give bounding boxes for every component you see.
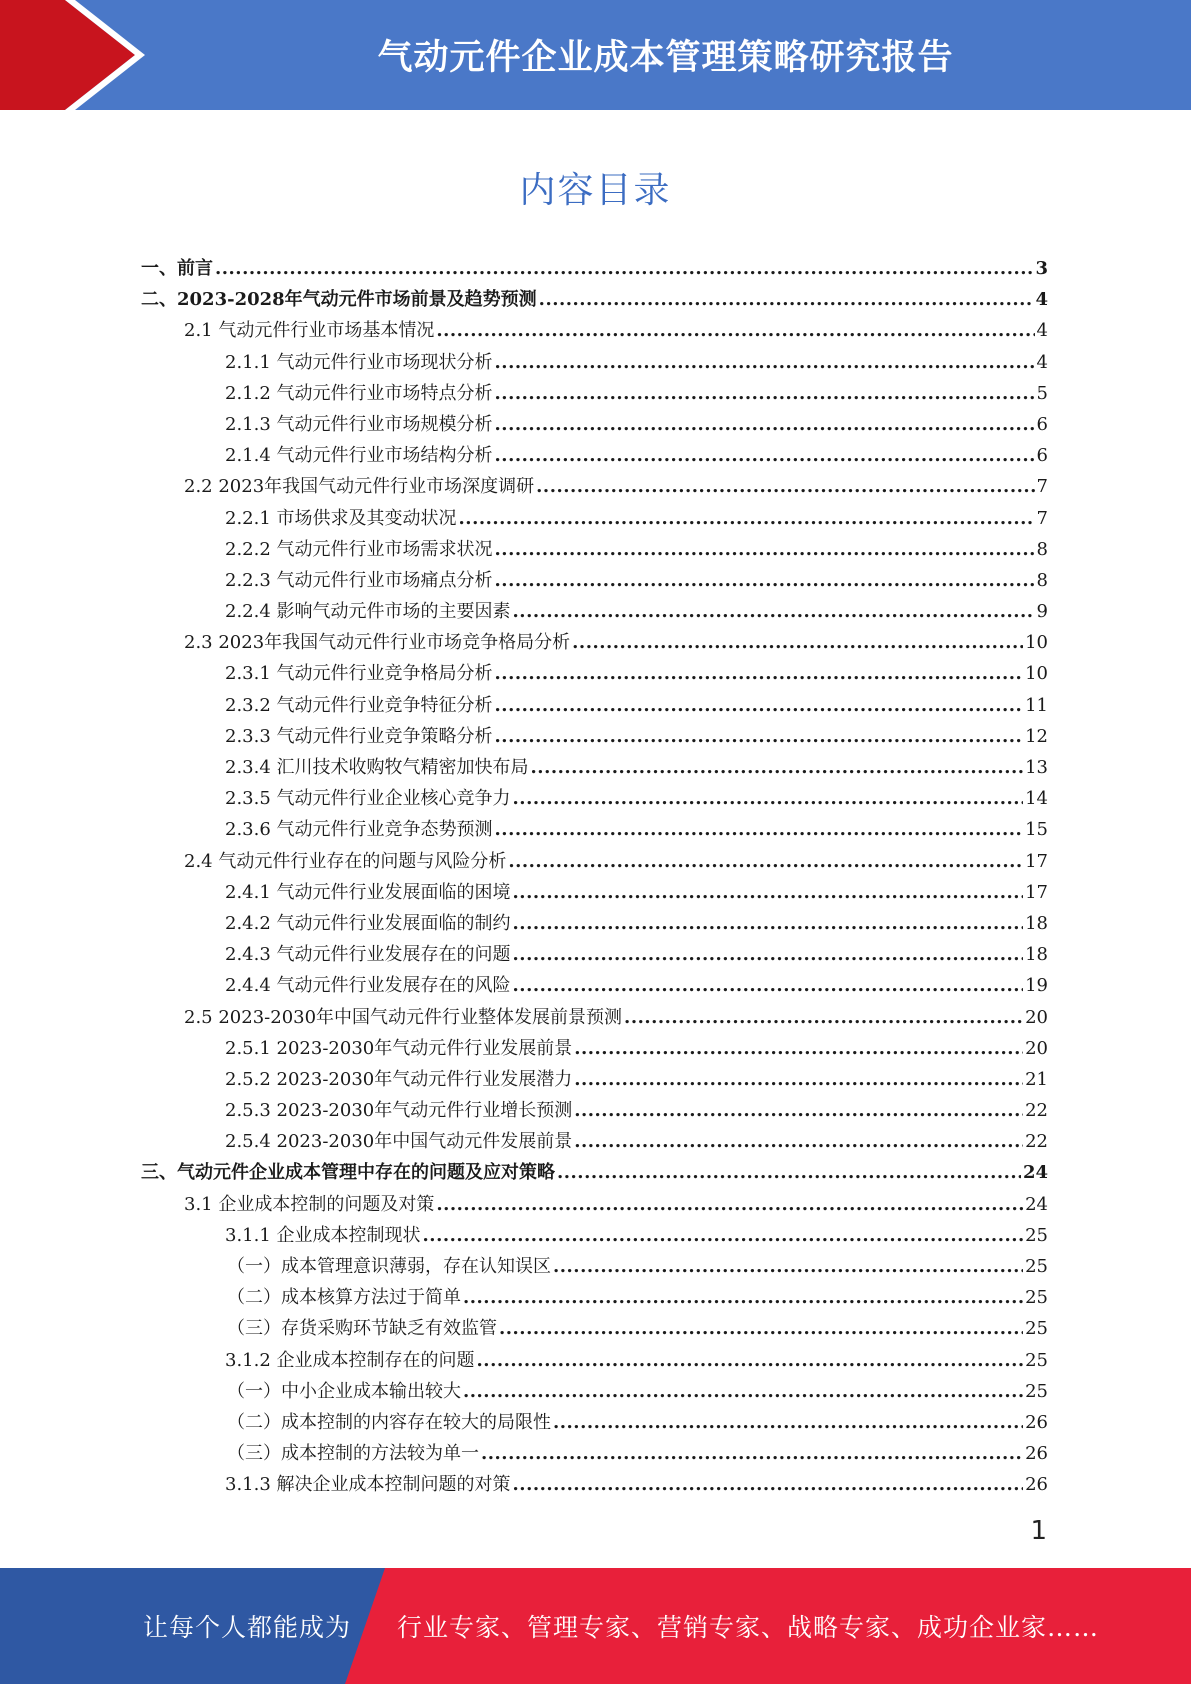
toc-entry-label: 2.2.4 影响气动元件市场的主要因素 bbox=[225, 601, 511, 623]
toc-entry-page: 25 bbox=[1025, 1380, 1048, 1402]
toc-entry[interactable] bbox=[141, 1282, 1048, 1313]
toc-entry-page: 25 bbox=[1025, 1287, 1048, 1309]
toc-entry-page: 26 bbox=[1025, 1411, 1048, 1433]
toc-leader-dots bbox=[436, 315, 1034, 346]
toc-leader-dots bbox=[513, 1469, 1024, 1500]
toc-entry-page: 24 bbox=[1022, 1162, 1048, 1184]
toc-entry-page: 22 bbox=[1025, 1131, 1048, 1153]
toc-entry-page: 21 bbox=[1025, 1068, 1048, 1090]
toc-leader-dots bbox=[539, 284, 1034, 315]
toc-entry-page: 3 bbox=[1035, 258, 1048, 279]
toc-entry-label: 2.3.5 气动元件行业企业核心竞争力 bbox=[225, 788, 511, 810]
toc-entry-label: （一）中小企业成本输出较大 bbox=[227, 1380, 461, 1402]
toc-entry[interactable] bbox=[141, 503, 1048, 534]
toc-entry[interactable] bbox=[141, 534, 1048, 565]
toc-entry-page: 13 bbox=[1025, 757, 1048, 778]
toc-entry-label: 2.2.3 气动元件行业市场痛点分析 bbox=[225, 569, 493, 591]
toc-entry-page: 6 bbox=[1036, 413, 1048, 435]
toc-entry-label: 2.4.2 气动元件行业发展面临的制约 bbox=[225, 912, 511, 934]
toc-entry-label: 2.2.2 气动元件行业市场需求状况 bbox=[225, 538, 493, 560]
toc-leader-dots bbox=[215, 253, 1033, 284]
toc-entry[interactable] bbox=[141, 1345, 1048, 1376]
toc-entry[interactable] bbox=[141, 1220, 1048, 1251]
toc-leader-dots bbox=[557, 1157, 1021, 1188]
toc-entry-page: 20 bbox=[1025, 1006, 1048, 1028]
toc-leader-dots bbox=[553, 1407, 1023, 1438]
toc-entry-page: 4 bbox=[1036, 320, 1048, 342]
toc-leader-dots bbox=[481, 1438, 1023, 1469]
toc-entry-label: 3.1.2 企业成本控制存在的问题 bbox=[225, 1349, 475, 1371]
toc-entry-label: 2.3 2023年我国气动元件行业市场竞争格局分析 bbox=[184, 632, 571, 654]
footer-slogan-right: 行业专家、管理专家、营销专家、战略专家、成功企业家…… bbox=[397, 1613, 1100, 1642]
toc-entry[interactable] bbox=[141, 1376, 1048, 1407]
toc-entry-label: 2.3.2 气动元件行业竞争特征分析 bbox=[225, 694, 493, 716]
toc-leader-dots bbox=[574, 1095, 1023, 1126]
toc-entry-label: 2.1.2 气动元件行业市场特点分析 bbox=[225, 382, 493, 404]
toc-entry-label: 2.4.1 气动元件行业发展面临的困境 bbox=[225, 881, 511, 903]
toc-leader-dots bbox=[495, 534, 1035, 565]
toc-leader-dots bbox=[513, 596, 1035, 627]
toc-entry-label: 2.3.3 气动元件行业竞争策略分析 bbox=[225, 725, 493, 747]
toc-entry-page: 22 bbox=[1025, 1100, 1048, 1122]
toc-entry[interactable] bbox=[141, 877, 1048, 908]
toc-entry-label: 2.4.4 气动元件行业发展存在的风险 bbox=[225, 975, 511, 997]
toc-entry[interactable] bbox=[141, 1064, 1048, 1095]
toc-entry[interactable] bbox=[141, 1033, 1048, 1064]
toc-leader-dots bbox=[513, 783, 1024, 814]
toc-entry[interactable] bbox=[141, 253, 1048, 284]
toc-leader-dots bbox=[495, 814, 1024, 845]
toc-entry[interactable] bbox=[141, 471, 1048, 502]
toc-entry[interactable] bbox=[141, 1313, 1048, 1344]
toc-entry[interactable] bbox=[141, 627, 1048, 658]
toc-leader-dots bbox=[463, 1282, 1023, 1313]
toc-entry-page: 12 bbox=[1025, 725, 1048, 747]
toc-leader-dots bbox=[495, 440, 1035, 471]
toc-entry-label: 2.5.2 2023-2030年气动元件行业发展潜力 bbox=[225, 1068, 573, 1090]
toc-entry-page: 8 bbox=[1036, 569, 1048, 591]
toc-leader-dots bbox=[536, 471, 1034, 502]
toc-entry-label: 2.3.1 气动元件行业竞争格局分析 bbox=[225, 663, 493, 685]
toc-leader-dots bbox=[459, 503, 1035, 534]
toc-entry[interactable] bbox=[141, 1189, 1048, 1220]
toc-entry-page: 5 bbox=[1036, 382, 1048, 404]
toc-entry-label: 2.1 气动元件行业市场基本情况 bbox=[184, 320, 435, 342]
toc-entry-label: 2.3.4 汇川技术收购牧气精密加快布局 bbox=[225, 757, 529, 778]
table-of-contents bbox=[141, 253, 1048, 1501]
toc-entry-page: 20 bbox=[1025, 1037, 1048, 1059]
toc-leader-dots bbox=[495, 690, 1024, 721]
toc-entry[interactable] bbox=[141, 378, 1048, 409]
toc-entry-page: 24 bbox=[1025, 1193, 1048, 1215]
toc-entry[interactable] bbox=[141, 783, 1048, 814]
toc-entry[interactable] bbox=[141, 1407, 1048, 1438]
toc-entry[interactable] bbox=[141, 409, 1048, 440]
header-banner bbox=[0, 0, 1191, 110]
toc-entry[interactable] bbox=[141, 752, 1048, 783]
toc-leader-dots bbox=[436, 1189, 1023, 1220]
toc-entry-page: 19 bbox=[1025, 975, 1048, 997]
toc-entry-page: 6 bbox=[1036, 445, 1048, 467]
toc-entry-page: 18 bbox=[1025, 912, 1048, 934]
toc-entry[interactable] bbox=[141, 970, 1048, 1001]
toc-entry-label: 2.1.3 气动元件行业市场规模分析 bbox=[225, 413, 493, 435]
toc-entry-label: （三）成本控制的方法较为单一 bbox=[227, 1443, 479, 1465]
toc-entry-page: 25 bbox=[1025, 1224, 1048, 1246]
toc-entry[interactable] bbox=[141, 1002, 1048, 1033]
toc-entry[interactable] bbox=[141, 939, 1048, 970]
toc-entry[interactable] bbox=[141, 315, 1048, 346]
chevron-decoration bbox=[0, 0, 160, 110]
toc-entry-label: 2.2.1 市场供求及其变动状况 bbox=[225, 507, 457, 529]
toc-entry-label: 2.3.6 气动元件行业竞争态势预测 bbox=[225, 819, 493, 841]
toc-entry[interactable] bbox=[141, 1251, 1048, 1282]
toc-entry-page: 4 bbox=[1035, 289, 1048, 311]
toc-entry-label: 3.1.3 解决企业成本控制问题的对策 bbox=[225, 1474, 511, 1496]
toc-entry[interactable] bbox=[141, 1157, 1048, 1188]
toc-entry-label: 2.5.3 2023-2030年气动元件行业增长预测 bbox=[225, 1100, 573, 1122]
toc-entry-page: 10 bbox=[1025, 632, 1048, 654]
toc-entry-page: 17 bbox=[1025, 881, 1048, 903]
toc-entry-page: 26 bbox=[1025, 1443, 1048, 1465]
toc-entry[interactable] bbox=[141, 347, 1048, 378]
toc-entry-page: 10 bbox=[1025, 663, 1048, 685]
toc-entry-page: 25 bbox=[1025, 1318, 1048, 1340]
toc-entry[interactable] bbox=[141, 908, 1048, 939]
toc-leader-dots bbox=[513, 939, 1024, 970]
toc-leader-dots bbox=[495, 409, 1035, 440]
toc-entry-page: 7 bbox=[1036, 507, 1048, 529]
toc-leader-dots bbox=[495, 565, 1035, 596]
toc-leader-dots bbox=[574, 1126, 1023, 1157]
toc-entry[interactable] bbox=[141, 440, 1048, 471]
toc-entry-label: 2.5.4 2023-2030年中国气动元件发展前景 bbox=[225, 1131, 573, 1153]
page-number: 1 bbox=[1030, 1516, 1047, 1546]
toc-entry[interactable] bbox=[141, 658, 1048, 689]
toc-entry-label: 3.1.1 企业成本控制现状 bbox=[225, 1224, 421, 1246]
toc-leader-dots bbox=[495, 658, 1024, 689]
toc-entry-label: （二）成本核算方法过于简单 bbox=[227, 1287, 461, 1309]
toc-entry-page: 8 bbox=[1036, 538, 1048, 560]
toc-entry-page: 25 bbox=[1025, 1256, 1048, 1277]
toc-leader-dots bbox=[513, 970, 1024, 1001]
toc-leader-dots bbox=[499, 1313, 1023, 1344]
toc-entry-label: 一、前言 bbox=[141, 258, 213, 279]
toc-leader-dots bbox=[574, 1064, 1023, 1095]
toc-entry[interactable] bbox=[141, 565, 1048, 596]
toc-entry-page: 15 bbox=[1025, 819, 1048, 841]
toc-entry-page: 25 bbox=[1025, 1349, 1048, 1371]
toc-entry[interactable] bbox=[141, 814, 1048, 845]
toc-entry-page: 4 bbox=[1036, 351, 1048, 373]
toc-entry[interactable] bbox=[141, 1095, 1048, 1126]
toc-entry-label: 2.5.1 2023-2030年气动元件行业发展前景 bbox=[225, 1037, 573, 1059]
footer-slogan-left: 让每个人都能成为 bbox=[143, 1613, 352, 1642]
toc-entry[interactable] bbox=[141, 690, 1048, 721]
toc-entry[interactable] bbox=[141, 721, 1048, 752]
toc-entry[interactable] bbox=[141, 1438, 1048, 1469]
toc-entry-page: 17 bbox=[1025, 850, 1048, 872]
toc-leader-dots bbox=[572, 627, 1023, 658]
toc-leader-dots bbox=[513, 877, 1024, 908]
toc-leader-dots bbox=[495, 378, 1035, 409]
toc-leader-dots bbox=[531, 752, 1024, 783]
toc-entry-label: 2.4.3 气动元件行业发展存在的问题 bbox=[225, 944, 511, 966]
toc-leader-dots bbox=[477, 1345, 1024, 1376]
toc-leader-dots bbox=[508, 846, 1023, 877]
toc-entry-page: 11 bbox=[1025, 694, 1048, 716]
toc-leader-dots bbox=[495, 347, 1035, 378]
toc-entry-label: （三）存货采购环节缺乏有效监管 bbox=[227, 1318, 497, 1340]
toc-heading: 内容目录 bbox=[519, 170, 672, 211]
toc-leader-dots bbox=[513, 908, 1024, 939]
toc-entry-label: 3.1 企业成本控制的问题及对策 bbox=[184, 1193, 435, 1215]
toc-entry[interactable] bbox=[141, 1469, 1048, 1500]
toc-entry-page: 9 bbox=[1036, 601, 1048, 623]
toc-entry-label: 三、气动元件企业成本管理中存在的问题及应对策略 bbox=[141, 1162, 555, 1184]
toc-entry-label: 2.2 2023年我国气动元件行业市场深度调研 bbox=[184, 476, 535, 498]
toc-entry-label: 2.1.4 气动元件行业市场结构分析 bbox=[225, 445, 493, 467]
toc-leader-dots bbox=[553, 1251, 1023, 1282]
footer-banner bbox=[0, 1568, 1191, 1684]
toc-entry-label: 2.5 2023-2030年中国气动元件行业整体发展前景预测 bbox=[184, 1006, 623, 1028]
toc-entry-page: 26 bbox=[1025, 1474, 1048, 1496]
toc-leader-dots bbox=[423, 1220, 1024, 1251]
toc-entry[interactable] bbox=[141, 596, 1048, 627]
toc-leader-dots bbox=[463, 1376, 1023, 1407]
toc-entry[interactable] bbox=[141, 846, 1048, 877]
toc-entry-label: 2.4 气动元件行业存在的问题与风险分析 bbox=[184, 850, 507, 872]
toc-entry-label: 二、2023-2028年气动元件市场前景及趋势预测 bbox=[141, 289, 537, 311]
toc-entry[interactable] bbox=[141, 284, 1048, 315]
toc-leader-dots bbox=[624, 1002, 1023, 1033]
toc-entry-page: 7 bbox=[1036, 476, 1048, 498]
toc-entry-label: （二）成本控制的内容存在较大的局限性 bbox=[227, 1411, 551, 1433]
toc-entry-page: 14 bbox=[1025, 788, 1048, 810]
toc-entry[interactable] bbox=[141, 1126, 1048, 1157]
report-title: 气动元件企业成本管理策略研究报告 bbox=[377, 38, 954, 78]
toc-leader-dots bbox=[574, 1033, 1023, 1064]
toc-entry-page: 18 bbox=[1025, 944, 1048, 966]
toc-leader-dots bbox=[495, 721, 1024, 752]
toc-entry-label: （一）成本管理意识薄弱，存在认知误区 bbox=[227, 1256, 551, 1277]
toc-entry-label: 2.1.1 气动元件行业市场现状分析 bbox=[225, 351, 493, 373]
